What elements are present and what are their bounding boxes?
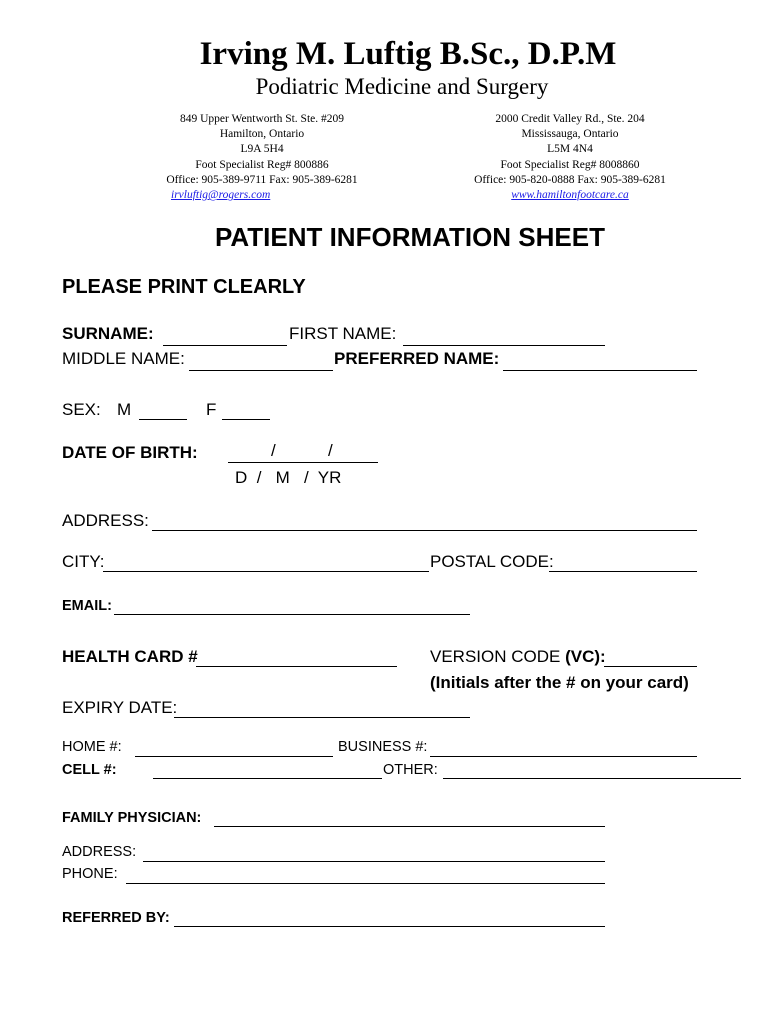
- home-phone-label: HOME #:: [62, 739, 122, 755]
- cell-phone-label: CELL #:: [62, 762, 117, 778]
- email-label: EMAIL:: [62, 598, 112, 614]
- sex-f-field[interactable]: [222, 419, 270, 420]
- physician-address-label: ADDRESS:: [62, 844, 137, 860]
- office-right-postal: L5M 4N4: [547, 143, 593, 156]
- expiry-date-label: EXPIRY DATE:: [62, 698, 178, 717]
- cell-phone-field[interactable]: [153, 778, 382, 779]
- postal-code-label: POSTAL CODE:: [430, 552, 554, 571]
- office-right-city: Mississauga, Ontario: [521, 128, 619, 141]
- email-field[interactable]: [114, 614, 470, 615]
- sex-f-label: F: [206, 400, 217, 419]
- preferred-name-label: PREFERRED NAME:: [334, 349, 500, 368]
- office-right-reg: Foot Specialist Reg# 8008860: [500, 158, 640, 171]
- family-physician-field[interactable]: [214, 826, 605, 827]
- office-right-website-link[interactable]: www.hamiltonfootcare.ca: [511, 189, 629, 202]
- version-code-abbr: (VC):: [565, 647, 606, 666]
- home-phone-field[interactable]: [135, 756, 333, 757]
- surname-field[interactable]: [163, 345, 287, 346]
- office-left-street: 849 Upper Wentworth St. Ste. #209: [179, 113, 344, 125]
- address-field[interactable]: [152, 530, 697, 531]
- sex-label: SEX:: [62, 400, 101, 419]
- sex-m-label: M: [117, 400, 132, 419]
- business-phone-field[interactable]: [430, 756, 697, 757]
- dob-slash-2: /: [328, 441, 333, 460]
- health-card-field[interactable]: [196, 666, 397, 667]
- office-left-email-link[interactable]: irvluftig@rogers.com: [171, 189, 271, 202]
- dob-slash-1: /: [271, 441, 276, 460]
- health-card-label: HEALTH CARD #: [62, 647, 198, 666]
- referred-by-field[interactable]: [174, 926, 605, 927]
- version-code-field[interactable]: [604, 666, 697, 667]
- other-phone-label: OTHER:: [383, 762, 438, 778]
- first-name-field[interactable]: [403, 345, 605, 346]
- family-physician-label: FAMILY PHYSICIAN:: [62, 810, 202, 826]
- surname-label: SURNAME:: [62, 324, 154, 343]
- office-left-postal: L9A 5H4: [240, 143, 284, 156]
- office-left-reg: Foot Specialist Reg# 800886: [195, 158, 329, 171]
- physician-phone-label: PHONE:: [62, 866, 118, 882]
- sex-m-field[interactable]: [139, 419, 187, 420]
- physician-phone-field[interactable]: [126, 883, 605, 884]
- office-right-phones: Office: 905-820-0888 Fax: 905-389-6281: [474, 173, 666, 186]
- version-code-note: (Initials after the # on your card): [430, 673, 689, 692]
- address-label: ADDRESS:: [62, 511, 149, 530]
- office-right-street: 2000 Credit Valley Rd., Ste. 204: [495, 113, 645, 125]
- version-code-label: [430, 647, 606, 667]
- middle-name-label: MIDDLE NAME:: [62, 349, 185, 368]
- middle-name-field[interactable]: [189, 370, 333, 371]
- dob-field[interactable]: [228, 462, 378, 463]
- preferred-name-field[interactable]: [503, 370, 697, 371]
- city-label: CITY:: [62, 552, 105, 571]
- expiry-date-field[interactable]: [174, 717, 470, 718]
- physician-address-field[interactable]: [143, 861, 605, 862]
- postal-code-field[interactable]: [549, 571, 697, 572]
- referred-by-label: REFERRED BY:: [62, 910, 170, 926]
- doctor-name: Irving M. Luftig B.Sc., D.P.M: [199, 36, 617, 72]
- dob-format-hint: D / M / YR: [235, 468, 342, 487]
- specialty: Podiatric Medicine and Surgery: [255, 74, 549, 99]
- business-phone-label: BUSINESS #:: [338, 739, 428, 755]
- version-code-text: VERSION CODE: [430, 647, 561, 666]
- city-field[interactable]: [103, 571, 429, 572]
- dob-label: DATE OF BIRTH:: [62, 443, 198, 462]
- other-phone-field[interactable]: [443, 778, 741, 779]
- first-name-label: FIRST NAME:: [289, 324, 397, 343]
- form-title: PATIENT INFORMATION SHEET: [215, 222, 605, 252]
- office-left-address: [130, 112, 394, 203]
- office-left-city: Hamilton, Ontario: [219, 128, 305, 141]
- office-right-address: [420, 112, 720, 203]
- print-instruction: PLEASE PRINT CLEARLY: [62, 276, 306, 298]
- office-left-phones: Office: 905-389-9711 Fax: 905-389-6281: [166, 173, 358, 186]
